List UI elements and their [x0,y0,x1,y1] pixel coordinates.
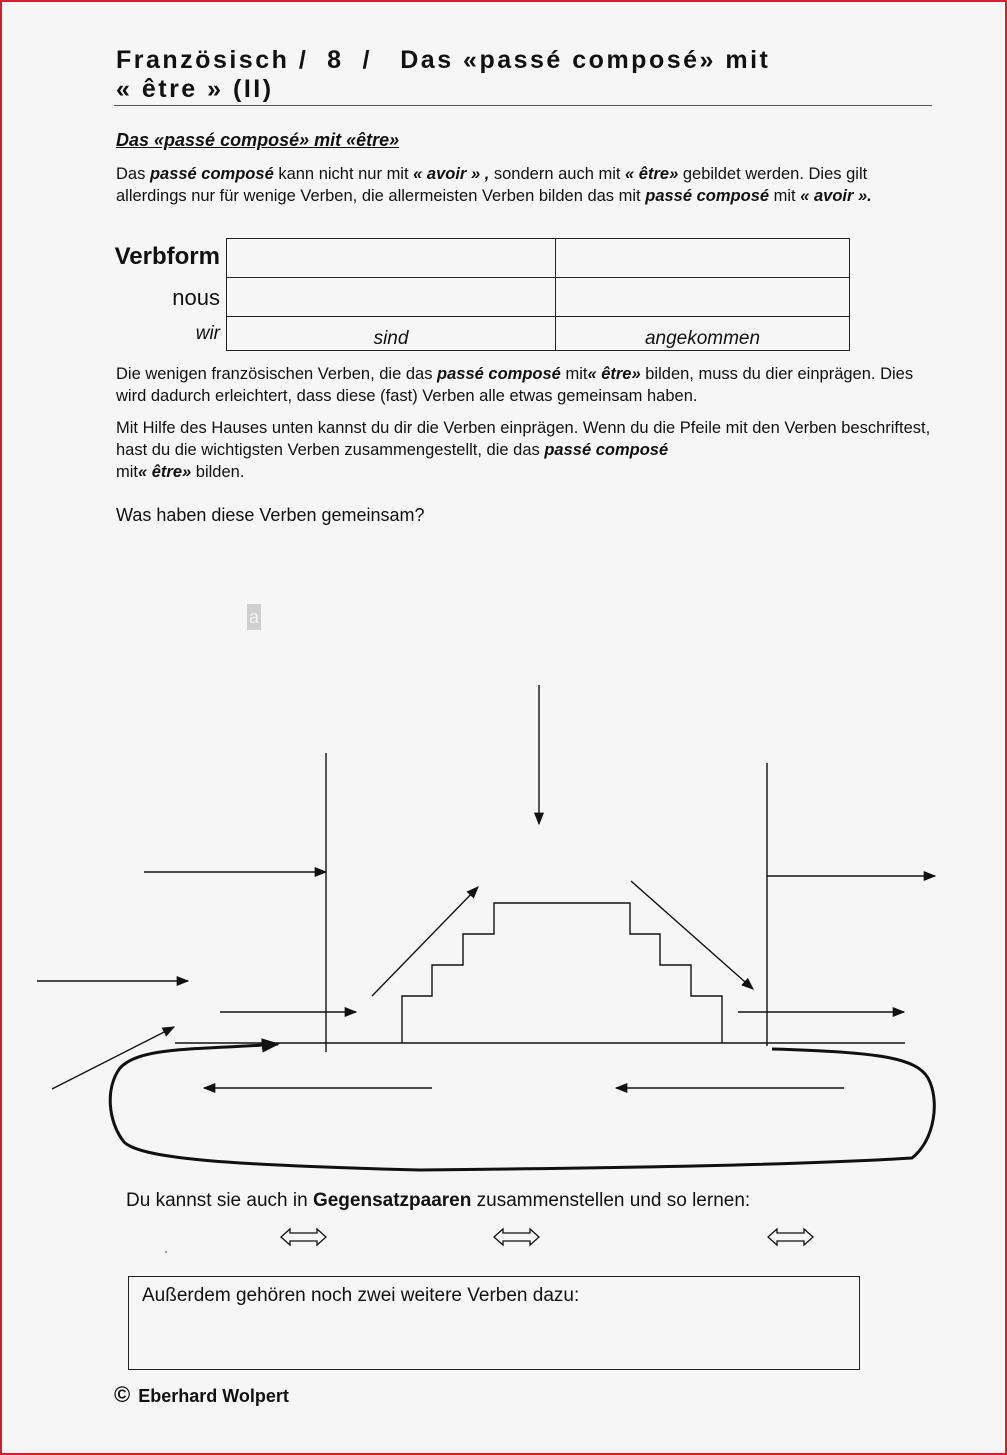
extra-verbs-label: Außerdem gehören noch zwei weitere Verben dazu: [142,1285,580,1306]
copyright-icon: © [114,1382,131,1407]
para-text: mit [116,463,138,481]
para-emph: passé composé [544,441,669,459]
para-text: Die wenigen französischen Verben, die das [116,365,438,383]
para-text: bilden. [191,463,245,481]
row-label-wir: wir [195,323,220,344]
dot-mark [165,1251,167,1253]
intro-text: sondern auch mit [489,165,626,183]
gegensatz-part: zusammenstellen und so lernen: [471,1190,751,1211]
intro-emph: « être» [625,165,679,183]
question-text: Was haben diese Verben gemeinsam? [116,505,425,525]
para-text: Mit Hilfe des Hauses unten kannst du dir die Verben einprägen. Wenn du die Pfeile mit den Verben beschriftest, hast du die wichtigsten Verben zusammengestellt, die das [116,419,931,459]
intro-emph: passé composé [149,165,274,183]
intro-text: Das [116,165,150,183]
intro-text: gebildet werden. Dies gilt allerdings nur für wenige Verben, die allermeisten Verben bilden das mit [116,165,868,205]
intro-emph: « avoir ». [800,187,872,205]
gegensatz-part: Du kannst sie auch in [126,1190,313,1211]
intro-text: kann nicht nur mit [273,165,414,183]
grave-oval [110,1044,934,1170]
arrow-icon[interactable] [372,887,478,996]
stairs [402,903,722,1043]
arrow-icon[interactable] [631,881,753,989]
para-emph: passé composé [437,365,561,383]
table-cell: angekommen [556,317,850,351]
title-line-1: Französisch / 8 / Das «passé composé» mit [116,46,771,74]
intro-emph: « avoir » , [413,165,490,183]
gegensatz-text [126,1190,750,1212]
row-label-verbform: Verbform [114,243,220,270]
row-label-nous: nous [172,285,220,310]
double-arrow-icon [494,1229,539,1245]
double-arrow-icon [281,1229,326,1245]
intro-text: mit [769,187,801,205]
double-arrow-icon [768,1229,813,1245]
section-heading: Das «passé composé» mit «être» [116,130,400,150]
gegensatz-emph: Gegensatzpaaren [312,1190,472,1211]
intro-emph: passé composé [645,187,770,205]
table-cell: sind [227,317,556,351]
extra-verbs-box[interactable] [128,1276,860,1370]
para-emph: « être» [587,365,641,383]
author-name: Eberhard Wolpert [138,1386,289,1406]
title-line-2: « être » (II) [116,75,274,103]
faint-mark: a [247,604,261,630]
para-emph: « être» [138,463,192,481]
copyright-line [114,1382,289,1408]
para-text: bilden, muss du dier einprägen. Dies wird dadurch erleichtert, dass diese (fast) Verben alle etwas gemeinsam haben. [116,365,914,405]
para-text: mit [560,365,588,383]
